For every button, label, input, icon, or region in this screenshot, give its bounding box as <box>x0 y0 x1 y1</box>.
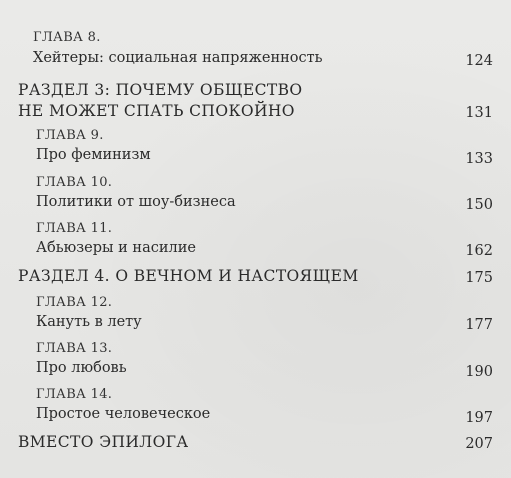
chapter-11-label: ГЛАВА 11. <box>36 221 113 236</box>
chapter-8-title: Хейтеры: социальная напряженность <box>33 50 323 66</box>
section-3-page: 131 <box>465 105 493 121</box>
chapter-9-label: ГЛАВА 9. <box>36 128 104 143</box>
chapter-11-title: Абьюзеры и насилие <box>36 240 196 256</box>
chapter-13-page: 190 <box>465 364 493 380</box>
chapter-10-title: Политики от шоу-бизнеса <box>36 194 236 210</box>
section-4-title: РАЗДЕЛ 4. О ВЕЧНОМ И НАСТОЯЩЕМ <box>18 267 359 285</box>
epilogue-page: 207 <box>465 436 493 452</box>
chapter-13-title: Про любовь <box>36 360 127 376</box>
chapter-8-label: ГЛАВА 8. <box>33 30 101 45</box>
epilogue-title: ВМЕСТО ЭПИЛОГА <box>18 433 189 451</box>
chapter-10-page: 150 <box>465 197 493 213</box>
chapter-9-page: 133 <box>465 151 493 167</box>
chapter-8-page: 124 <box>465 53 493 69</box>
chapter-9-title: Про феминизм <box>36 147 151 163</box>
chapter-11-page: 162 <box>465 243 493 259</box>
chapter-13-label: ГЛАВА 13. <box>36 341 113 356</box>
chapter-14-label: ГЛАВА 14. <box>36 387 113 402</box>
chapter-10-label: ГЛАВА 10. <box>36 175 113 190</box>
chapter-14-page: 197 <box>465 410 493 426</box>
section-3-title-line2: НЕ МОЖЕТ СПАТЬ СПОКОЙНО <box>18 102 295 120</box>
section-4-page: 175 <box>465 270 493 286</box>
chapter-14-title: Простое человеческое <box>36 406 211 422</box>
chapter-12-page: 177 <box>465 317 493 333</box>
section-3-title-line1: РАЗДЕЛ 3: ПОЧЕМУ ОБЩЕСТВО <box>18 81 303 99</box>
chapter-12-label: ГЛАВА 12. <box>36 295 113 310</box>
chapter-12-title: Кануть в лету <box>36 314 142 330</box>
